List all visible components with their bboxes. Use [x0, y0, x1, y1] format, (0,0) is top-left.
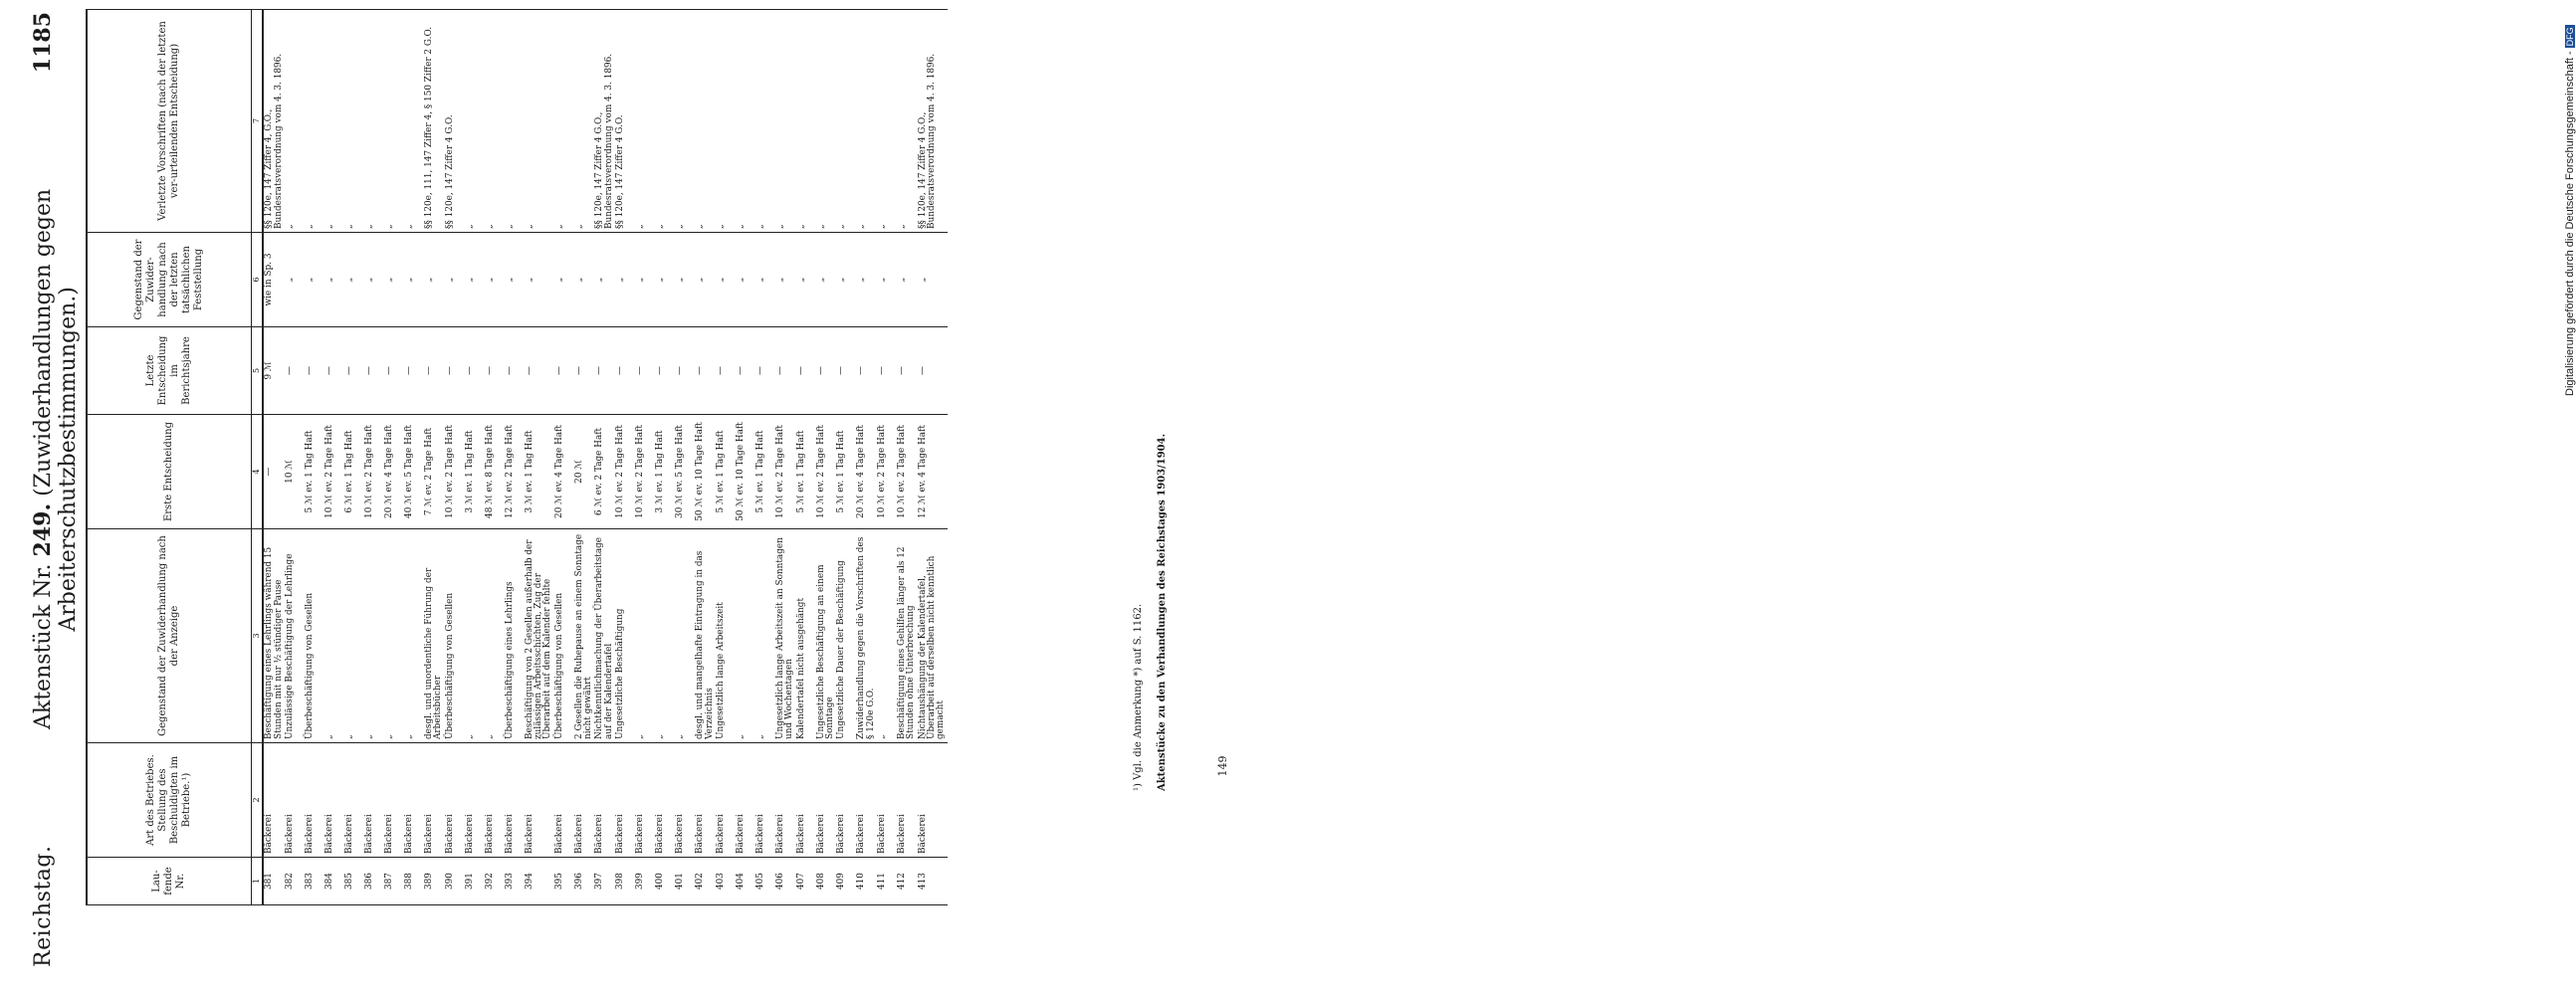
row-vorschriften: „ [775, 10, 796, 233]
row-vorschriften: „ [897, 10, 918, 233]
header-page: 1185 [30, 12, 56, 74]
row-number: 395 [554, 858, 574, 905]
table-row [324, 10, 344, 905]
row-gegenstand: „ [755, 529, 775, 743]
col-number: 5 [252, 327, 264, 415]
offense-table [86, 9, 948, 905]
table-row [615, 10, 635, 905]
row-gegenstand: Zuwiderhandlung gegen die Vorschriften des § 120e G.O. [856, 529, 877, 743]
row-erste: 20 ℳ ev. 4 Tage Haft [384, 415, 404, 529]
row-vorschriften: „ [285, 10, 305, 233]
row-gegenstand: „ [675, 529, 695, 743]
row-erste: 5 ℳ ev. 1 Tag Haft [755, 415, 775, 529]
col-number: 4 [252, 415, 264, 529]
row-erste: — [263, 415, 285, 529]
table-row [554, 10, 574, 905]
row-art: Bäckerei [263, 743, 285, 858]
row-number: 407 [796, 858, 816, 905]
row-number: 398 [615, 858, 635, 905]
row-gegenstand: „ [465, 529, 485, 743]
row-gegenstand: 2 Gesellen die Ruhepause an einem Sonntage nicht gewährt [574, 529, 595, 743]
row-number: 389 [424, 858, 445, 905]
row-tatsaechlich: wie in Sp. 3 [263, 233, 285, 327]
row-gegenstand: Ungesetzlich lange Arbeitszeit [716, 529, 736, 743]
row-letzte: — [594, 327, 615, 415]
table-row [505, 10, 525, 905]
row-art: Bäckerei [918, 743, 948, 858]
table-body [263, 10, 947, 905]
col-number: 6 [252, 233, 264, 327]
row-gegenstand: Ungesetzliche Beschäftigung an einem Sonntage [816, 529, 837, 743]
row-gegenstand: „ [364, 529, 384, 743]
row-number: 388 [404, 858, 424, 905]
row-letzte: — [324, 327, 344, 415]
row-erste: 10 ℳ ev. 2 Tage Haft [897, 415, 918, 529]
row-tatsaechlich: „ [635, 233, 655, 327]
row-number: 385 [344, 858, 364, 905]
row-letzte: — [615, 327, 635, 415]
row-gegenstand: desgl. und unordentliche Führung der Arbeitsbücher [424, 529, 445, 743]
row-gegenstand: Überbeschäftigung von Gesellen [445, 529, 465, 743]
row-number: 409 [836, 858, 856, 905]
row-gegenstand: „ [404, 529, 424, 743]
row-gegenstand: Überbeschäftigung von Gesellen [554, 529, 574, 743]
row-art: Bäckerei [465, 743, 485, 858]
row-art: Bäckerei [285, 743, 305, 858]
row-erste: 5 ℳ ev. 1 Tag Haft [796, 415, 816, 529]
row-erste: 3 ℳ ev. 1 Tag Haft [465, 415, 485, 529]
row-erste: 6 ℳ ev. 2 Tage Haft [594, 415, 615, 529]
row-number: 391 [465, 858, 485, 905]
row-tatsaechlich: „ [305, 233, 324, 327]
col-header-7: Verletzte Vorschriften (nach der letzten ver-urteilenden Entscheidung) [87, 10, 252, 233]
row-letzte: — [796, 327, 816, 415]
row-vorschriften: „ [877, 10, 897, 233]
row-number: 408 [816, 858, 837, 905]
row-erste: 20 ℳ ev. 4 Tage Haft [856, 415, 877, 529]
col-header-1: Lau-fende Nr. [87, 858, 252, 905]
table-row [384, 10, 404, 905]
row-erste: 3 ℳ ev. 1 Tag Haft [525, 415, 554, 529]
row-tatsaechlich: „ [404, 233, 424, 327]
row-vorschriften: §§ 120e, 147 Ziffer 4 G.O., Bundesratsverordnung vom 4. 3. 1896. [594, 10, 615, 233]
row-number: 413 [918, 858, 948, 905]
row-letzte: — [554, 327, 574, 415]
row-tatsaechlich: „ [918, 233, 948, 327]
row-tatsaechlich: „ [554, 233, 574, 327]
header-title-no: 249. [30, 502, 56, 557]
row-tatsaechlich: „ [285, 233, 305, 327]
row-tatsaechlich: „ [364, 233, 384, 327]
table-row [263, 10, 285, 905]
row-gegenstand: Kalendertafel nicht ausgehängt [796, 529, 816, 743]
row-tatsaechlich: „ [716, 233, 736, 327]
sidebar-credit [2564, 25, 2576, 396]
row-art: Bäckerei [505, 743, 525, 858]
row-erste: 10 ℳ ev. 2 Tage Haft [877, 415, 897, 529]
row-number: 412 [897, 858, 918, 905]
row-vorschriften: „ [554, 10, 574, 233]
row-vorschriften: „ [485, 10, 505, 233]
row-vorschriften: §§ 120e, 147 Ziffer 4 G.O. [445, 10, 465, 233]
table-row [655, 10, 675, 905]
table-row [918, 10, 948, 905]
row-art: Bäckerei [305, 743, 324, 858]
row-tatsaechlich: „ [485, 233, 505, 327]
row-gegenstand: „ [344, 529, 364, 743]
col-number: 1 [252, 858, 264, 905]
row-erste: 3 ℳ ev. 1 Tag Haft [655, 415, 675, 529]
row-tatsaechlich: „ [344, 233, 364, 327]
row-vorschriften: „ [465, 10, 485, 233]
col-header-3: Gegenstand der Zuwiderhandlung nach der Anzeige [87, 529, 252, 743]
table-row [736, 10, 755, 905]
row-number: 392 [485, 858, 505, 905]
row-vorschriften: „ [796, 10, 816, 233]
row-art: Bäckerei [485, 743, 505, 858]
row-letzte: — [877, 327, 897, 415]
row-erste: 10 ℳ [285, 415, 305, 529]
row-number: 397 [594, 858, 615, 905]
row-art: Bäckerei [755, 743, 775, 858]
row-erste: 12 ℳ ev. 2 Tage Haft [505, 415, 525, 529]
row-tatsaechlich: „ [796, 233, 816, 327]
row-letzte: — [445, 327, 465, 415]
table-row [836, 10, 856, 905]
row-tatsaechlich: „ [445, 233, 465, 327]
table-row [525, 10, 554, 905]
header-title [30, 73, 81, 845]
row-number: 400 [655, 858, 675, 905]
row-art: Bäckerei [736, 743, 755, 858]
row-letzte: — [285, 327, 305, 415]
row-erste: 40 ℳ ev. 5 Tage Haft [404, 415, 424, 529]
row-number: 390 [445, 858, 465, 905]
table-row [755, 10, 775, 905]
row-vorschriften: „ [675, 10, 695, 233]
col-header-4: Erste Entscheidung [87, 415, 252, 529]
row-erste: 5 ℳ ev. 1 Tag Haft [836, 415, 856, 529]
row-tatsaechlich: „ [675, 233, 695, 327]
row-gegenstand: „ [324, 529, 344, 743]
table-row [364, 10, 384, 905]
row-art: Bäckerei [364, 743, 384, 858]
header-title-b: (Zuwiderhandlungen gegen Arbeiterschutzbestimmungen.) [31, 188, 81, 632]
table-row [877, 10, 897, 905]
row-vorschriften: „ [755, 10, 775, 233]
table-row [485, 10, 505, 905]
table-row [695, 10, 716, 905]
row-number: 401 [675, 858, 695, 905]
row-tatsaechlich: „ [856, 233, 877, 327]
row-vorschriften: „ [384, 10, 404, 233]
row-erste: 50 ℳ ev. 10 Tage Haft [695, 415, 716, 529]
col-header-2: Art des Betriebes. Stellung des Beschuldigten im Betriebe.¹) [87, 743, 252, 858]
row-vorschriften: „ [364, 10, 384, 233]
row-erste: 10 ℳ ev. 2 Tage Haft [615, 415, 635, 529]
row-erste: 10 ℳ ev. 2 Tage Haft [775, 415, 796, 529]
row-gegenstand: „ [635, 529, 655, 743]
footer-left: Aktenstücke zu den Verhandlungen des Reichstages 1903/1904. [1157, 433, 1168, 791]
table-row [635, 10, 655, 905]
row-vorschriften: „ [574, 10, 595, 233]
row-art: Bäckerei [775, 743, 796, 858]
row-art: Bäckerei [424, 743, 445, 858]
table-row [856, 10, 877, 905]
row-letzte: — [384, 327, 404, 415]
row-letzte: — [775, 327, 796, 415]
row-erste: 48 ℳ ev. 8 Tage Haft [485, 415, 505, 529]
dfg-logo: DFG [2565, 27, 2575, 47]
table-row [796, 10, 816, 905]
row-letzte: — [465, 327, 485, 415]
row-erste: 10 ℳ ev. 2 Tage Haft [816, 415, 837, 529]
row-letzte: — [635, 327, 655, 415]
page-header [30, 12, 81, 967]
row-tatsaechlich: „ [877, 233, 897, 327]
row-gegenstand: „ [655, 529, 675, 743]
row-gegenstand: Unzulässige Beschäftigung der Lehrlinge [285, 529, 305, 743]
row-number: 405 [755, 858, 775, 905]
row-gegenstand: „ [877, 529, 897, 743]
row-vorschriften: „ [344, 10, 364, 233]
row-tatsaechlich: „ [424, 233, 445, 327]
row-letzte: — [716, 327, 736, 415]
row-number: 386 [364, 858, 384, 905]
row-art: Bäckerei [816, 743, 837, 858]
row-art: Bäckerei [384, 743, 404, 858]
row-art: Bäckerei [615, 743, 635, 858]
row-gegenstand: „ [485, 529, 505, 743]
row-number: 394 [525, 858, 554, 905]
row-letzte: — [424, 327, 445, 415]
row-vorschriften: „ [525, 10, 554, 233]
row-gegenstand: Überbeschäftigung eines Lehrlings [505, 529, 525, 743]
row-letzte: — [755, 327, 775, 415]
row-number: 404 [736, 858, 755, 905]
row-art: Bäckerei [404, 743, 424, 858]
column-number-row [252, 10, 264, 905]
row-art: Bäckerei [856, 743, 877, 858]
row-erste: 20 ℳ [574, 415, 595, 529]
row-erste: 10 ℳ ev. 2 Tage Haft [364, 415, 384, 529]
row-art: Bäckerei [897, 743, 918, 858]
table-row [574, 10, 595, 905]
table-row [465, 10, 485, 905]
row-number: 381 [263, 858, 285, 905]
row-number: 403 [716, 858, 736, 905]
table-row [305, 10, 324, 905]
row-gegenstand: Beschäftigung eines Lehrlings während 15 Stunden mit nur ½ stündiger Pause [263, 529, 285, 743]
table-row [675, 10, 695, 905]
row-vorschriften: „ [856, 10, 877, 233]
col-header-5: Letzte Entscheidung im Berichtsjahre [87, 327, 252, 415]
header-title-a: Aktenstück Nr. [31, 563, 56, 730]
row-number: 383 [305, 858, 324, 905]
table-row [424, 10, 445, 905]
row-vorschriften: „ [695, 10, 716, 233]
row-vorschriften: „ [836, 10, 856, 233]
row-gegenstand: Ungesetzliche Dauer der Beschäftigung [836, 529, 856, 743]
row-tatsaechlich: „ [615, 233, 635, 327]
row-number: 387 [384, 858, 404, 905]
row-gegenstand: Nichtkenntlichmachung der Überarbeitstage auf der Kalendertafel [594, 529, 615, 743]
row-letzte: — [736, 327, 755, 415]
row-number: 399 [635, 858, 655, 905]
row-letzte: — [695, 327, 716, 415]
row-vorschriften: „ [305, 10, 324, 233]
col-number: 7 [252, 10, 264, 233]
row-art: Bäckerei [554, 743, 574, 858]
row-gegenstand: Ungesetzlich lange Arbeitszeit an Sonntagen und Wochentagen [775, 529, 796, 743]
row-tatsaechlich: „ [505, 233, 525, 327]
row-number: 384 [324, 858, 344, 905]
row-art: Bäckerei [344, 743, 364, 858]
row-tatsaechlich: „ [655, 233, 675, 327]
row-erste: 5 ℳ ev. 1 Tag Haft [716, 415, 736, 529]
row-art: Bäckerei [635, 743, 655, 858]
row-tatsaechlich: „ [755, 233, 775, 327]
row-gegenstand: „ [384, 529, 404, 743]
row-art: Bäckerei [574, 743, 595, 858]
row-number: 411 [877, 858, 897, 905]
row-art: Bäckerei [445, 743, 465, 858]
row-number: 406 [775, 858, 796, 905]
row-vorschriften: §§ 120e, 147 Ziffer 4 G.O. [615, 10, 635, 233]
row-letzte: — [505, 327, 525, 415]
row-art: Bäckerei [594, 743, 615, 858]
row-gegenstand: Überbeschäftigung von Gesellen [305, 529, 324, 743]
row-tatsaechlich: „ [736, 233, 755, 327]
sidebar-text: Digitalisierung gefördert durch die Deutsche Forschungsgemeinschaft - [2564, 51, 2576, 396]
table-row [404, 10, 424, 905]
row-number: 393 [505, 858, 525, 905]
row-number: 402 [695, 858, 716, 905]
row-erste: 7 ℳ ev. 2 Tage Haft [424, 415, 445, 529]
row-erste: 30 ℳ ev. 5 Tage Haft [675, 415, 695, 529]
footnote: ¹) Vgl. die Anmerkung *) auf S. 1162. [1133, 603, 1144, 791]
row-letzte: — [675, 327, 695, 415]
row-letzte: — [344, 327, 364, 415]
header-row [87, 10, 252, 905]
row-letzte: — [525, 327, 554, 415]
row-art: Bäckerei [655, 743, 675, 858]
row-letzte: — [836, 327, 856, 415]
row-tatsaechlich: „ [816, 233, 837, 327]
row-gegenstand: Beschäftigung eines Gehilfen länger als 12 Stunden ohne Unterbrechung [897, 529, 918, 743]
row-vorschriften: „ [324, 10, 344, 233]
row-art: Bäckerei [716, 743, 736, 858]
table-row [775, 10, 796, 905]
row-letzte: — [305, 327, 324, 415]
row-vorschriften: §§ 120e, 111, 147 Ziffer 4, § 150 Ziffer 2 G.O. [424, 10, 445, 233]
row-tatsaechlich: „ [324, 233, 344, 327]
row-tatsaechlich: „ [384, 233, 404, 327]
row-vorschriften: „ [505, 10, 525, 233]
row-tatsaechlich: „ [836, 233, 856, 327]
table-row [285, 10, 305, 905]
row-art: Bäckerei [796, 743, 816, 858]
col-number: 2 [252, 743, 264, 858]
row-letzte: — [404, 327, 424, 415]
row-tatsaechlich: „ [525, 233, 554, 327]
table-row [816, 10, 837, 905]
row-vorschriften: §§ 120e, 147 Ziffer 4, G.O., Bundesratsverordnung vom 4. 3. 1896. [263, 10, 285, 233]
row-letzte: 9 ℳ [263, 327, 285, 415]
row-erste: 10 ℳ ev. 2 Tage Haft [445, 415, 465, 529]
row-vorschriften: „ [716, 10, 736, 233]
table-row [344, 10, 364, 905]
row-art: Bäckerei [695, 743, 716, 858]
table-row [445, 10, 465, 905]
row-letzte: — [918, 327, 948, 415]
row-letzte: — [364, 327, 384, 415]
row-art: Bäckerei [324, 743, 344, 858]
col-number: 3 [252, 529, 264, 743]
sidebar [1264, 10, 2576, 995]
row-vorschriften: §§ 120e, 147 Ziffer 4 G.O., Bundesratsverordnung vom 4. 3. 1896. [918, 10, 948, 233]
row-letzte: — [897, 327, 918, 415]
row-vorschriften: „ [816, 10, 837, 233]
row-erste: 10 ℳ ev. 2 Tage Haft [324, 415, 344, 529]
row-erste: 5 ℳ ev. 1 Tag Haft [305, 415, 324, 529]
table-row [594, 10, 615, 905]
row-art: Bäckerei [525, 743, 554, 858]
row-number: 382 [285, 858, 305, 905]
row-art: Bäckerei [836, 743, 856, 858]
row-art: Bäckerei [877, 743, 897, 858]
row-tatsaechlich: „ [594, 233, 615, 327]
row-tatsaechlich: „ [695, 233, 716, 327]
header-left: Reichstag. [31, 845, 56, 967]
row-erste: 50 ℳ ev. 10 Tage Haft [736, 415, 755, 529]
row-tatsaechlich: „ [897, 233, 918, 327]
row-erste: 12 ℳ ev. 4 Tage Haft [918, 415, 948, 529]
row-art: Bäckerei [675, 743, 695, 858]
page-number: 149 [1216, 755, 1229, 777]
row-tatsaechlich: „ [574, 233, 595, 327]
row-vorschriften: „ [655, 10, 675, 233]
row-number: 396 [574, 858, 595, 905]
col-header-6: Gegenstand der Zuwider-handlung nach der letzten tatsächlichen Feststellung [87, 233, 252, 327]
row-vorschriften: „ [404, 10, 424, 233]
table-row [897, 10, 918, 905]
row-erste: 20 ℳ ev. 4 Tage Haft [554, 415, 574, 529]
row-letzte: — [485, 327, 505, 415]
row-letzte: — [856, 327, 877, 415]
row-vorschriften: „ [736, 10, 755, 233]
table-row [716, 10, 736, 905]
row-gegenstand: Ungesetzliche Beschäftigung [615, 529, 635, 743]
row-vorschriften: „ [635, 10, 655, 233]
row-letzte: — [655, 327, 675, 415]
row-erste: 10 ℳ ev. 2 Tage Haft [635, 415, 655, 529]
row-erste: 6 ℳ ev. 1 Tag Haft [344, 415, 364, 529]
row-letzte: — [574, 327, 595, 415]
row-tatsaechlich: „ [465, 233, 485, 327]
row-letzte: — [816, 327, 837, 415]
row-gegenstand: „ [736, 529, 755, 743]
row-gegenstand: desgl. und mangelhafte Eintragung in das Verzeichnis [695, 529, 716, 743]
row-gegenstand: Nichtaushängung der Kalendertafel, Überarbeit auf derselben nicht kenntlich gemacht [918, 529, 948, 743]
row-number: 410 [856, 858, 877, 905]
row-tatsaechlich: „ [775, 233, 796, 327]
row-gegenstand: Beschäftigung von 2 Gesellen außerhalb der zulässigen Arbeitsschichten, Zug der Überarbeit auf dem Kalender fehlte [525, 529, 554, 743]
